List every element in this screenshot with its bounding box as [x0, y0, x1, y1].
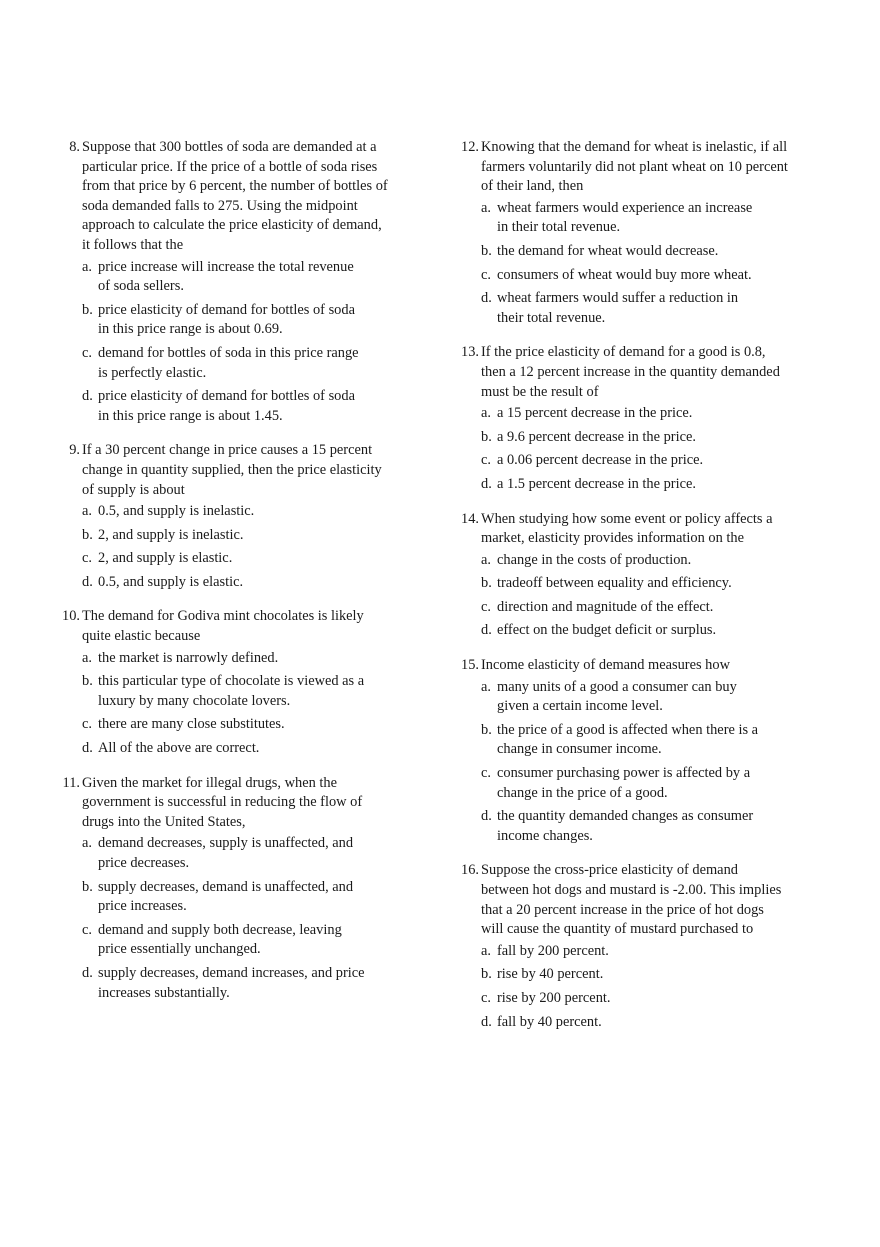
- option-letter: c.: [481, 598, 491, 615]
- option-line: All of the above are correct.: [98, 740, 260, 757]
- stem-line: between hot dogs and mustard is -2.00. This implies: [481, 882, 782, 898]
- option-letter: d.: [481, 1013, 492, 1030]
- answer-option-d: [481, 807, 833, 846]
- answer-option-c: [481, 598, 833, 618]
- question-stem: [64, 138, 426, 256]
- answer-option-a: [82, 649, 426, 669]
- stem-line: When studying how some event or policy affects a: [481, 510, 773, 527]
- option-line: many units of a good a consumer can buy: [497, 678, 737, 695]
- answer-option-b: [481, 721, 833, 760]
- stem-line: will cause the quantity of mustard purchased to: [481, 921, 754, 938]
- option-letter: d.: [82, 388, 93, 405]
- answer-option-c: [82, 715, 426, 735]
- answer-option-d: [481, 475, 833, 495]
- question-15: [463, 656, 833, 846]
- question-13: [463, 343, 833, 494]
- answer-option-d: [481, 621, 833, 641]
- stem-line: soda demanded falls to 275. Using the midpoint: [82, 197, 358, 214]
- answer-option-c: [82, 344, 426, 383]
- question-number: 9.: [69, 442, 80, 459]
- question-number: 8.: [69, 139, 80, 155]
- answer-option-c: [481, 764, 833, 803]
- answer-options: [64, 834, 426, 1003]
- option-line: the market is narrowly defined.: [98, 649, 279, 666]
- answer-option-a: [82, 258, 426, 297]
- option-letter: a.: [481, 199, 491, 216]
- option-line: wheat farmers would suffer a reduction in: [497, 290, 739, 307]
- answer-option-d: [82, 573, 426, 593]
- stem-line: particular price. If the price of a bottle of soda rises: [82, 158, 378, 175]
- answer-option-d: [481, 289, 833, 328]
- question-stem: [463, 138, 833, 197]
- answer-option-b: [82, 672, 426, 711]
- question-8: [64, 138, 426, 426]
- question-stem: [463, 861, 833, 939]
- option-line: the demand for wheat would decrease.: [497, 242, 719, 259]
- stem-line: approach to calculate the price elasticity of demand,: [82, 217, 382, 234]
- answer-option-d: [82, 739, 426, 759]
- option-line: tradeoff between equality and efficiency.: [497, 575, 732, 592]
- answer-options: [64, 502, 426, 592]
- option-line: 0.5, and supply is elastic.: [98, 573, 244, 590]
- option-letter: d.: [82, 573, 93, 590]
- option-line: in their total revenue.: [497, 219, 621, 236]
- option-line: price elasticity of demand for bottles of soda: [98, 388, 355, 405]
- option-line: 2, and supply is inelastic.: [98, 526, 244, 543]
- option-letter: a.: [481, 405, 491, 422]
- question-stem: [64, 774, 426, 833]
- stem-line: If a 30 percent change in price causes a 15 percent: [82, 442, 373, 459]
- option-letter: d.: [481, 622, 492, 639]
- option-letter: a.: [82, 649, 92, 666]
- question-number: 15.: [461, 657, 479, 674]
- answer-option-d: [82, 387, 426, 426]
- option-line: price increase will increase the total revenue: [98, 258, 354, 275]
- stem-line: of their land, then: [481, 178, 584, 195]
- option-letter: a.: [82, 258, 92, 275]
- option-letter: a.: [481, 551, 491, 568]
- answer-options: [463, 678, 833, 847]
- stem-line: government is successful in reducing the flow of: [82, 794, 363, 811]
- option-line: rise by 40 percent.: [497, 966, 604, 983]
- answer-option-c: [481, 989, 833, 1009]
- answer-option-a: [82, 834, 426, 873]
- answer-option-a: [481, 199, 833, 238]
- stem-line: Knowing that the demand for wheat is inelastic, if all: [481, 139, 788, 155]
- stem-line: Income elasticity of demand measures how: [481, 657, 730, 674]
- option-line: a 0.06 percent decrease in the price.: [497, 452, 704, 469]
- question-number: 10.: [62, 608, 80, 625]
- option-line: consumer purchasing power is affected by a: [497, 765, 751, 782]
- option-letter: b.: [82, 301, 93, 318]
- stem-line: it follows that the: [82, 236, 184, 253]
- option-letter: c.: [481, 452, 491, 469]
- option-line: change in the price of a good.: [497, 784, 668, 801]
- option-line: luxury by many chocolate lovers.: [98, 692, 291, 709]
- option-line: consumers of wheat would buy more wheat.: [497, 266, 752, 283]
- option-line: rise by 200 percent.: [497, 989, 611, 1006]
- option-letter: c.: [82, 716, 92, 733]
- option-line: price increases.: [98, 898, 187, 915]
- stem-line: Given the market for illegal drugs, when the: [82, 774, 337, 791]
- question-16: [463, 861, 833, 1032]
- option-line: this particular type of chocolate is viewed as a: [98, 673, 365, 690]
- option-line: their total revenue.: [497, 309, 606, 326]
- option-line: income changes.: [497, 827, 593, 844]
- option-line: direction and magnitude of the effect.: [497, 598, 714, 615]
- option-line: of soda sellers.: [98, 278, 184, 295]
- question-number: 16.: [461, 862, 479, 879]
- stem-line: market, elasticity provides information on the: [481, 530, 744, 547]
- answer-option-b: [82, 526, 426, 546]
- answer-option-b: [481, 965, 833, 985]
- answer-option-b: [481, 574, 833, 594]
- answer-options: [64, 258, 426, 427]
- answer-option-b: [82, 301, 426, 340]
- answer-options: [463, 942, 833, 1032]
- option-line: wheat farmers would experience an increase: [497, 199, 753, 216]
- option-line: there are many close substitutes.: [98, 716, 285, 733]
- answer-option-a: [481, 942, 833, 962]
- option-line: fall by 200 percent.: [497, 942, 609, 959]
- option-letter: b.: [82, 673, 93, 690]
- option-letter: a.: [481, 942, 491, 959]
- stem-line: change in quantity supplied, then the price elasticity: [82, 461, 382, 478]
- answer-option-d: [82, 964, 426, 1003]
- question-11: [64, 774, 426, 1004]
- option-letter: a.: [481, 678, 491, 695]
- option-line: a 15 percent decrease in the price.: [497, 405, 693, 422]
- option-line: 0.5, and supply is inelastic.: [98, 503, 255, 520]
- answer-option-a: [481, 551, 833, 571]
- answer-option-c: [82, 549, 426, 569]
- option-line: a 9.6 percent decrease in the price.: [497, 428, 696, 445]
- question-14: [463, 510, 833, 642]
- stem-line: of supply is about: [82, 481, 185, 498]
- option-line: demand and supply both decrease, leaving: [98, 921, 342, 938]
- option-letter: c.: [481, 765, 491, 782]
- option-letter: c.: [82, 921, 92, 938]
- answer-option-c: [82, 921, 426, 960]
- option-line: price elasticity of demand for bottles of soda: [98, 301, 355, 318]
- answer-option-c: [481, 266, 833, 286]
- option-letter: b.: [481, 721, 492, 738]
- stem-line: quite elastic because: [82, 628, 201, 645]
- stem-line: farmers voluntarily did not plant wheat on 10 percent: [481, 158, 788, 175]
- answer-option-b: [82, 878, 426, 917]
- option-line: is perfectly elastic.: [98, 364, 207, 381]
- answer-options: [463, 199, 833, 329]
- option-letter: d.: [481, 475, 492, 492]
- right-column: [463, 138, 833, 1047]
- option-letter: c.: [481, 266, 491, 283]
- option-line: price essentially unchanged.: [98, 941, 261, 958]
- answer-option-a: [82, 502, 426, 522]
- option-line: demand for bottles of soda in this price range: [98, 344, 359, 361]
- option-line: a 1.5 percent decrease in the price.: [497, 475, 696, 492]
- question-stem: [463, 656, 833, 676]
- option-letter: a.: [82, 835, 92, 852]
- question-number: 12.: [461, 139, 479, 155]
- question-number: 11.: [62, 774, 80, 791]
- option-line: demand decreases, supply is unaffected, and: [98, 835, 354, 852]
- option-line: effect on the budget deficit or surplus.: [497, 622, 717, 639]
- stem-line: Suppose the cross-price elasticity of demand: [481, 862, 738, 879]
- option-letter: d.: [481, 808, 492, 825]
- answer-option-a: [481, 678, 833, 717]
- option-letter: c.: [82, 550, 92, 567]
- question-stem: [463, 510, 833, 549]
- option-line: change in consumer income.: [497, 741, 662, 758]
- option-letter: b.: [481, 966, 492, 983]
- stem-line: The demand for Godiva mint chocolates is likely: [82, 608, 364, 625]
- answer-options: [64, 649, 426, 759]
- option-line: supply decreases, demand increases, and price: [98, 964, 365, 981]
- stem-line: that a 20 percent increase in the price of hot dogs: [481, 901, 764, 918]
- stem-line: must be the result of: [481, 383, 599, 400]
- option-letter: b.: [82, 526, 93, 543]
- question-stem: [64, 441, 426, 500]
- answer-option-c: [481, 451, 833, 471]
- question-9: [64, 441, 426, 592]
- option-letter: d.: [82, 964, 93, 981]
- option-letter: c.: [481, 989, 491, 1006]
- option-line: in this price range is about 1.45.: [98, 407, 283, 424]
- stem-line: If the price elasticity of demand for a good is 0.8,: [481, 344, 766, 361]
- option-letter: c.: [82, 344, 92, 361]
- answer-option-b: [481, 242, 833, 262]
- question-stem: [64, 607, 426, 646]
- answer-option-a: [481, 404, 833, 424]
- question-number: 14.: [461, 510, 479, 527]
- stem-line: from that price by 6 percent, the number of bottles of: [82, 178, 388, 195]
- option-letter: b.: [82, 878, 93, 895]
- option-letter: b.: [481, 242, 492, 259]
- stem-line: Suppose that 300 bottles of soda are demanded at a: [82, 139, 377, 155]
- option-line: the quantity demanded changes as consumer: [497, 808, 754, 825]
- option-line: 2, and supply is elastic.: [98, 550, 233, 567]
- question-10: [64, 607, 426, 758]
- option-line: supply decreases, demand is unaffected, and: [98, 878, 354, 895]
- option-line: in this price range is about 0.69.: [98, 321, 283, 338]
- option-letter: b.: [481, 575, 492, 592]
- question-number: 13.: [461, 344, 479, 361]
- option-letter: b.: [481, 428, 492, 445]
- option-line: price decreases.: [98, 855, 190, 871]
- question-12: [463, 138, 833, 328]
- stem-line: drugs into the United States,: [82, 813, 246, 830]
- answer-option-d: [481, 1013, 833, 1033]
- option-line: increases substantially.: [98, 984, 230, 1001]
- stem-line: then a 12 percent increase in the quantity demanded: [481, 363, 780, 380]
- option-letter: d.: [82, 740, 93, 757]
- answer-options: [463, 551, 833, 641]
- question-stem: [463, 343, 833, 402]
- option-letter: a.: [82, 503, 92, 520]
- left-column: [64, 138, 426, 1018]
- answer-options: [463, 404, 833, 494]
- answer-option-b: [481, 428, 833, 448]
- option-line: given a certain income level.: [497, 698, 663, 715]
- option-line: the price of a good is affected when there is a: [497, 721, 759, 738]
- option-line: change in the costs of production.: [497, 551, 692, 568]
- option-letter: d.: [481, 290, 492, 307]
- option-line: fall by 40 percent.: [497, 1013, 602, 1030]
